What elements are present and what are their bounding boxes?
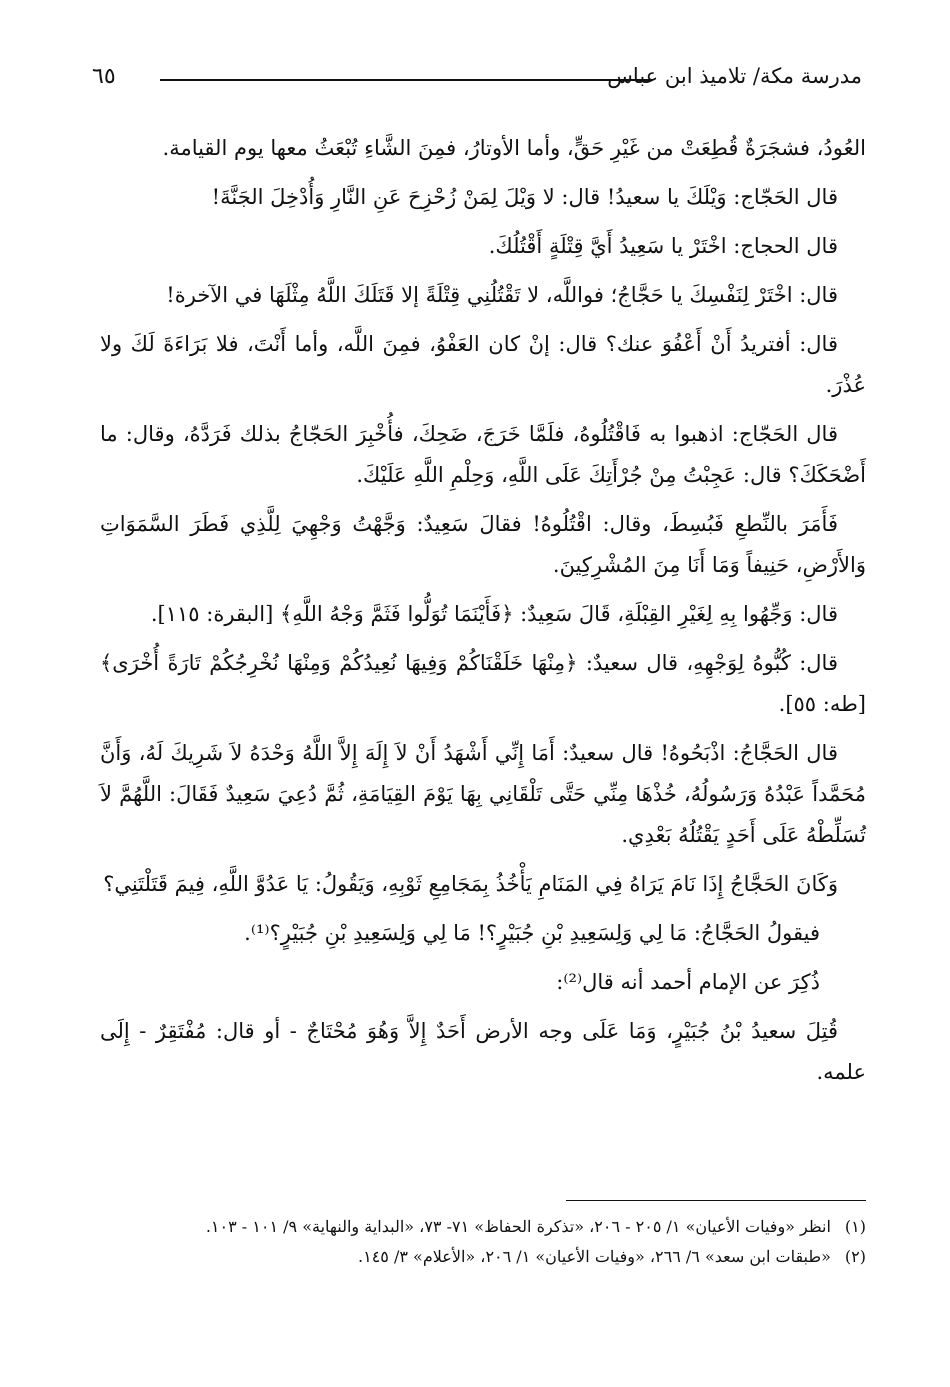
footnote-number: (٢) — [844, 1247, 866, 1266]
paragraph: قال الحَجّاج: وَيْلَكَ يا سعيدُ! قال: لا وَيْلَ لِمَنْ زُحْزِحَ عَنِ النَّارِ وَأُدْخِلَ الجَنَّةَ! — [211, 185, 838, 209]
page-number: ٦٥ — [92, 64, 116, 89]
footnote-text: «طبقات ابن سعد» ٦/ ٢٦٦، «وفيات الأعيان» ١/ ٢٠٦، «الأعلام» ٣/ ١٤٥. — [358, 1247, 831, 1266]
footnote — [100, 1212, 866, 1242]
paragraph: فيقولُ الحَجَّاجُ: مَا لِي وَلِسَعِيدِ بْنِ جُبَيْرٍ؟! مَا لِي وَلِسَعِيدِ بْنِ جُبَيْرٍ؟⁽¹⁾. — [244, 921, 820, 945]
paragraph: قال الحَجّاج: اذهبوا به فَاقْتُلُوهُ، فلَمَّا خَرَجَ، ضَحِكَ، فأُخْبِرَ الحَجّاجُ بذلك فَرَدَّهُ، وقال: ما أَضْحَكَكَ؟ قال: عَجِبْتُ مِنْ جُرْأَتِكَ عَلَى اللَّهِ، وَحِلْمِ اللَّهِ عَلَيْكَ. — [100, 422, 866, 487]
footnote-number: (١) — [844, 1217, 866, 1236]
paragraph: قال: أفتريدُ أَنْ أَعْفُوَ عنك؟ قال: إنْ كان العَفْوُ، فمِنَ اللَّه، وأما أَنْتَ، فلا بَرَاءَةَ لَكَ ولا عُذْرَ. — [100, 332, 866, 397]
page-body — [100, 128, 866, 1101]
paragraph: قال الحَجَّاجُ: اذْبَحُوهُ! قال سعيدٌ: أَمَا إِنِّي أَشْهَدُ أَنْ لاَ إِلَهَ إِلاَّ اللَّهُ وَحْدَهُ لاَ شَرِيكَ لَهُ، وَأَنَّ مُحَمَّداً عَبْدُهُ وَرَسُولُهُ، خُذْهَا مِنِّي حَتَّى تَلْقَانِي بِهَا يَوْمَ القِيَامَةِ، ثُمَّ دُعِيَ سَعِيدٌ فَقَالَ: اللَّهُمَّ لاَ تُسَلِّطْهُ عَلَى أَحَدٍ يَقْتُلُهُ بَعْدِي. — [100, 741, 866, 847]
paragraph: قال الحجاج: اخْتَرْ يا سَعِيدُ أَيَّ قِتْلَةٍ أَقْتُلُكَ. — [488, 234, 838, 258]
running-title: مدرسة مكة/ تلاميذ ابن عباس — [607, 64, 862, 88]
paragraph: قال: وَجِّهُوا بِهِ لِغَيْرِ القِبْلَةِ، قَالَ سَعِيدٌ: ﴿فَأَيْنَمَا تُوَلُّوا فَثَمَّ وَجْهُ اللَّهِ﴾ [البقرة: ١١٥]. — [150, 602, 838, 626]
paragraph: فَأَمَرَ بالنِّطعِ فَبُسِطَ، وقال: اقْتُلُوهُ! فقالَ سَعِيدٌ: وَجَّهْتُ وَجْهِيَ لِلَّذِي فَطَرَ السَّمَوَاتِ وَالأَرْضِ، حَنِيفاً وَمَا أَنَا مِنَ المُشْرِكِينَ. — [100, 512, 866, 577]
paragraph: وَكَانَ الحَجَّاجُ إِذَا نَامَ يَرَاهُ فِي المَنَامِ يَأْخُذُ بِمَجَامِعِ ثَوْبِهِ، وَيَقُولُ: يَا عَدُوَّ اللَّهِ، فِيمَ قَتَلْتَنِي؟ — [103, 872, 838, 896]
paragraph: قال: اخْتَرْ لِنَفْسِكَ يا حَجَّاجُ؛ فواللَّه، لا تَقْتُلُنِي قِتْلَةً إلا قَتَلَكَ اللَّهُ مِثْلَهَا في الآخرة! — [166, 283, 838, 307]
paragraph: قال: كُبُّوهُ لِوَجْهِهِ، قال سعيدٌ: ﴿مِنْهَا خَلَقْنَاكُمْ وَفِيهَا نُعِيدُكُمْ وَمِنْهَا نُخْرِجُكُمْ تَارَةً أُخْرَى﴾ [طه: ٥٥]. — [100, 651, 866, 716]
footnote — [100, 1242, 866, 1272]
paragraph: العُودُ، فشجَرَةٌ قُطِعَتْ من غَيْرِ حَقٍّ، وأما الأوتارُ، فمِنَ الشَّاءِ تُبْعَثُ معها يوم القيامة. — [162, 136, 866, 160]
footnotes — [100, 1212, 866, 1272]
footnote-text: انظر «وفيات الأعيان» ١/ ٢٠٥ - ٢٠٦، «تذكرة الحفاظ» ٧١- ٧٣، «البداية والنهاية» ٩/ ١٠١ - ١٠٣. — [205, 1217, 831, 1236]
paragraph: قُتِلَ سعيدُ بْنُ جُبَيْرٍ، وَمَا عَلَى وجه الأرض أَحَدٌ إِلاَّ وَهُوَ مُحْتَاجٌ - أو قال: مُفْتَقِرٌ - إِلَى علمه. — [100, 1019, 866, 1084]
paragraph: ذُكِرَ عن الإمام أحمد أنه قال⁽²⁾: — [556, 970, 820, 994]
header-rule — [160, 79, 652, 81]
page-header — [92, 62, 862, 102]
footnote-separator — [566, 1200, 866, 1201]
